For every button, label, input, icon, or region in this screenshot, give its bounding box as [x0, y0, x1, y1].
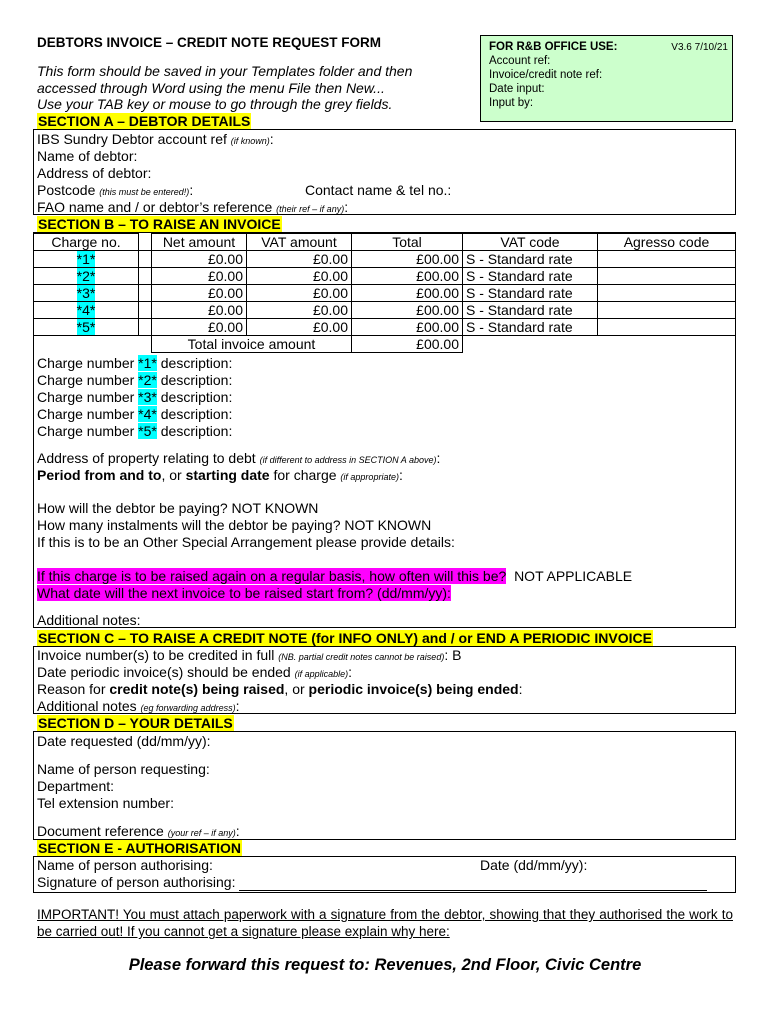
debtor-address-field[interactable]: Address of debtor:	[37, 165, 152, 181]
credit-invoice-field[interactable]: Invoice number(s) to be credited in full (NB. partial credit notes cannot be raised): B	[37, 647, 462, 663]
invoice-table-header	[34, 234, 736, 251]
charge-desc-prefix: Charge number	[37, 389, 139, 405]
date-requested-field[interactable]: Date requested (dd/mm/yy):	[37, 733, 211, 749]
net-cell[interactable]: £0.00	[152, 319, 247, 336]
charge-no-cell	[34, 319, 139, 336]
invoice-row[interactable]	[34, 319, 736, 336]
col-vat-code: VAT code	[463, 234, 598, 251]
department-field[interactable]: Department:	[37, 778, 115, 794]
charge-desc-suffix: description:	[156, 372, 233, 388]
office-input-by: Input by:	[489, 97, 534, 109]
reason-periodic: periodic invoice(s) being ended	[308, 681, 519, 697]
ibs-ref-label: IBS Sundry Debtor account ref	[37, 131, 231, 147]
charge-desc-5[interactable]	[37, 423, 232, 440]
office-use-box	[480, 35, 733, 122]
vat-cell[interactable]: £0.00	[247, 302, 352, 319]
intro-line: Use your TAB key or mouse to go through the grey fields.	[37, 96, 393, 112]
charge-no-cell	[34, 285, 139, 302]
col-vat: VAT amount	[247, 234, 352, 251]
form-title: DEBTORS INVOICE – CREDIT NOTE REQUEST FORM	[37, 35, 382, 50]
blank-cell	[34, 336, 139, 353]
net-cell[interactable]: £0.00	[152, 302, 247, 319]
special-arrangement-field[interactable]: If this is to be an Other Special Arrangement please provide details:	[37, 534, 455, 550]
property-label: Address of property relating to debt	[37, 450, 260, 466]
period-field[interactable]: Period from and to, or starting date for charge (if appropriate):	[37, 467, 403, 483]
reason-credit: credit note(s) being raised	[109, 681, 285, 697]
net-cell[interactable]: £0.00	[152, 268, 247, 285]
blank-cell	[598, 336, 736, 353]
instalments-field[interactable]: How many instalments will the debtor be paying? NOT KNOWN	[37, 517, 432, 533]
total-cell: £00.00	[352, 302, 463, 319]
charge-desc-4[interactable]	[37, 406, 232, 423]
period-label: Period from and to	[37, 467, 162, 483]
regular-basis-answer: NOT APPLICABLE	[514, 568, 633, 584]
regular-basis-field[interactable]	[37, 568, 632, 585]
contact-field[interactable]: Contact name & tel no.:	[305, 182, 452, 198]
charge-no: *5*	[76, 319, 96, 335]
section-c-notes-label: Additional notes	[37, 698, 141, 714]
office-account-ref: Account ref:	[489, 55, 551, 67]
charge-no: *2*	[76, 268, 96, 284]
credit-invoice-value: B	[452, 647, 462, 663]
invoice-row[interactable]	[34, 302, 736, 319]
charge-desc-prefix: Charge number	[37, 372, 139, 388]
charge-no: *4*	[76, 302, 96, 318]
paying-method-field[interactable]: How will the debtor be paying? NOT KNOWN	[37, 500, 319, 516]
total-cell: £00.00	[352, 285, 463, 302]
invoice-total-row	[34, 336, 736, 353]
spacer-cell	[139, 302, 152, 319]
ibs-ref-note: (if known)	[230, 136, 270, 146]
charge-desc-number: *4*	[138, 406, 157, 422]
charge-no: *3*	[76, 285, 96, 301]
postcode-note: (this must be entered!)	[99, 187, 190, 197]
intro-text	[37, 63, 412, 113]
reason-field[interactable]: Reason for credit note(s) being raised, or periodic invoice(s) being ended:	[37, 681, 523, 697]
reason-prefix: Reason for	[37, 681, 110, 697]
section-b-notes-field[interactable]: Additional notes:	[37, 612, 141, 628]
intro-line: accessed through Word using the menu File then New...	[37, 79, 385, 96]
invoice-row[interactable]	[34, 268, 736, 285]
agresso-cell[interactable]	[598, 285, 736, 302]
vat-code-cell[interactable]: S - Standard rate	[463, 285, 598, 302]
document-ref-label: Document reference	[37, 823, 168, 839]
charge-desc-prefix: Charge number	[37, 423, 139, 439]
charge-no-cell	[34, 251, 139, 268]
authorise-date-field[interactable]: Date (dd/mm/yy):	[480, 857, 588, 873]
charge-desc-suffix: description:	[156, 355, 233, 371]
important-notice: IMPORTANT! You must attach paperwork with a signature from the debtor, showing that they authorised the work to be carried out! If you cannot get a signature please explain why here:	[37, 907, 733, 939]
office-invoice-ref: Invoice/credit note ref:	[489, 69, 603, 81]
charge-desc-number: *3*	[138, 389, 157, 405]
charge-no-cell	[34, 268, 139, 285]
charge-no: *1*	[76, 251, 96, 267]
document-ref-field[interactable]: Document reference (your ref – if any):	[37, 823, 240, 839]
vat-cell[interactable]: £0.00	[247, 285, 352, 302]
fao-label: FAO name and / or debtor’s reference	[37, 199, 277, 215]
spacer-cell	[139, 285, 152, 302]
charge-no-cell	[34, 302, 139, 319]
agresso-cell[interactable]	[598, 251, 736, 268]
net-cell[interactable]: £0.00	[152, 285, 247, 302]
section-c-notes-note: (eg forwarding address)	[140, 703, 236, 713]
office-use-title: FOR R&B OFFICE USE:	[489, 41, 618, 53]
spacer-cell	[139, 319, 152, 336]
signature-line	[239, 876, 707, 891]
charge-desc-suffix: description:	[156, 406, 233, 422]
next-invoice-date-field[interactable]	[37, 585, 451, 602]
invoice-row[interactable]	[34, 285, 736, 302]
charge-desc-1[interactable]	[37, 355, 232, 372]
signature-label: Signature of person authorising:	[37, 874, 236, 890]
charge-desc-prefix: Charge number	[37, 406, 139, 422]
authoriser-name-field[interactable]: Name of person authorising:	[37, 857, 213, 873]
charge-desc-2[interactable]	[37, 372, 232, 389]
fao-note: (their ref – if any)	[276, 204, 345, 214]
vat-cell[interactable]: £0.00	[247, 319, 352, 336]
charge-desc-number: *5*	[138, 423, 157, 439]
form-version: V3.6 7/10/21	[671, 42, 728, 53]
credit-invoice-note: (NB. partial credit notes cannot be raised)	[278, 652, 445, 662]
total-cell: £00.00	[352, 268, 463, 285]
office-date-input: Date input:	[489, 83, 545, 95]
col-net: Net amount	[152, 234, 247, 251]
vat-cell[interactable]: £0.00	[247, 268, 352, 285]
total-label: Total invoice amount	[152, 336, 352, 353]
charge-desc-suffix: description:	[156, 423, 233, 439]
invoice-table	[33, 233, 736, 353]
total-value: £00.00	[352, 336, 463, 353]
periodic-end-label: Date periodic invoice(s) should be ended	[37, 664, 295, 680]
periodic-end-note: (if applicable)	[294, 669, 349, 679]
period-mid: , or	[161, 467, 186, 483]
credit-invoice-label: Invoice number(s) to be credited in full	[37, 647, 279, 663]
charge-desc-3[interactable]	[37, 389, 232, 406]
authoriser-signature-field[interactable]	[37, 874, 707, 891]
col-total: Total	[352, 234, 463, 251]
period-note: (if appropriate)	[340, 472, 399, 482]
total-cell: £00.00	[352, 319, 463, 336]
intro-line: This form should be saved in your Templates folder and then	[37, 63, 413, 79]
charge-desc-prefix: Charge number	[37, 355, 139, 371]
total-cell: £00.00	[352, 251, 463, 268]
charge-desc-number: *2*	[138, 372, 157, 388]
ibs-ref-field[interactable]: IBS Sundry Debtor account ref (if known):	[37, 131, 274, 147]
fao-field[interactable]: FAO name and / or debtor’s reference (their ref – if any):	[37, 199, 349, 215]
agresso-cell[interactable]	[598, 268, 736, 285]
property-note: (if different to address in SECTION A above)	[259, 455, 437, 465]
document-ref-note: (your ref – if any)	[167, 828, 236, 838]
agresso-cell[interactable]	[598, 319, 736, 336]
spacer-cell	[139, 251, 152, 268]
section-d-heading: SECTION D – YOUR DETAILS	[38, 715, 233, 731]
charge-desc-suffix: description:	[156, 389, 233, 405]
section-a-heading: SECTION A – DEBTOR DETAILS	[38, 113, 251, 129]
invoice-row[interactable]	[34, 251, 736, 268]
blank-cell	[139, 336, 152, 353]
vat-code-cell[interactable]: S - Standard rate	[463, 302, 598, 319]
section-b-heading: SECTION B – TO RAISE AN INVOICE	[38, 216, 281, 232]
agresso-cell[interactable]	[598, 302, 736, 319]
net-cell[interactable]: £0.00	[152, 251, 247, 268]
section-e-heading: SECTION E - AUTHORISATION	[38, 840, 241, 856]
section-c-heading: SECTION C – TO RAISE A CREDIT NOTE (for INFO ONLY) and / or END A PERIODIC INVOICE	[38, 630, 652, 646]
next-invoice-question: What date will the next invoice to be raised start from? (dd/mm/yy):	[37, 585, 451, 601]
vat-code-cell[interactable]: S - Standard rate	[463, 251, 598, 268]
charge-desc-number: *1*	[138, 355, 157, 371]
blank-cell	[463, 336, 598, 353]
requester-name-field[interactable]: Name of person requesting:	[37, 761, 210, 777]
col-agresso: Agresso code	[598, 234, 736, 251]
start-date-label: starting date	[185, 467, 270, 483]
regular-basis-question: If this charge is to be raised again on a regular basis, how often will this be?	[37, 568, 507, 584]
section-c-notes-field[interactable]: Additional notes (eg forwarding address):	[37, 698, 240, 714]
tel-extension-field[interactable]: Tel extension number:	[37, 795, 174, 811]
postcode-label: Postcode	[37, 182, 100, 198]
vat-code-cell[interactable]: S - Standard rate	[463, 319, 598, 336]
reason-mid: , or	[284, 681, 309, 697]
col-spacer	[139, 234, 152, 251]
spacer-cell	[139, 268, 152, 285]
forward-instruction: Please forward this request to: Revenues, 2nd Floor, Civic Centre	[128, 956, 642, 974]
debtor-name-field[interactable]: Name of debtor:	[37, 148, 138, 164]
vat-cell[interactable]: £0.00	[247, 251, 352, 268]
period-tail: for charge	[269, 467, 341, 483]
property-address-field[interactable]: Address of property relating to debt (if different to address in SECTION A above):	[37, 450, 441, 466]
vat-code-cell[interactable]: S - Standard rate	[463, 268, 598, 285]
postcode-field[interactable]: Postcode (this must be entered!):	[37, 182, 194, 198]
col-charge-no: Charge no.	[34, 234, 139, 251]
periodic-end-date-field[interactable]: Date periodic invoice(s) should be ended (if applicable):	[37, 664, 353, 680]
